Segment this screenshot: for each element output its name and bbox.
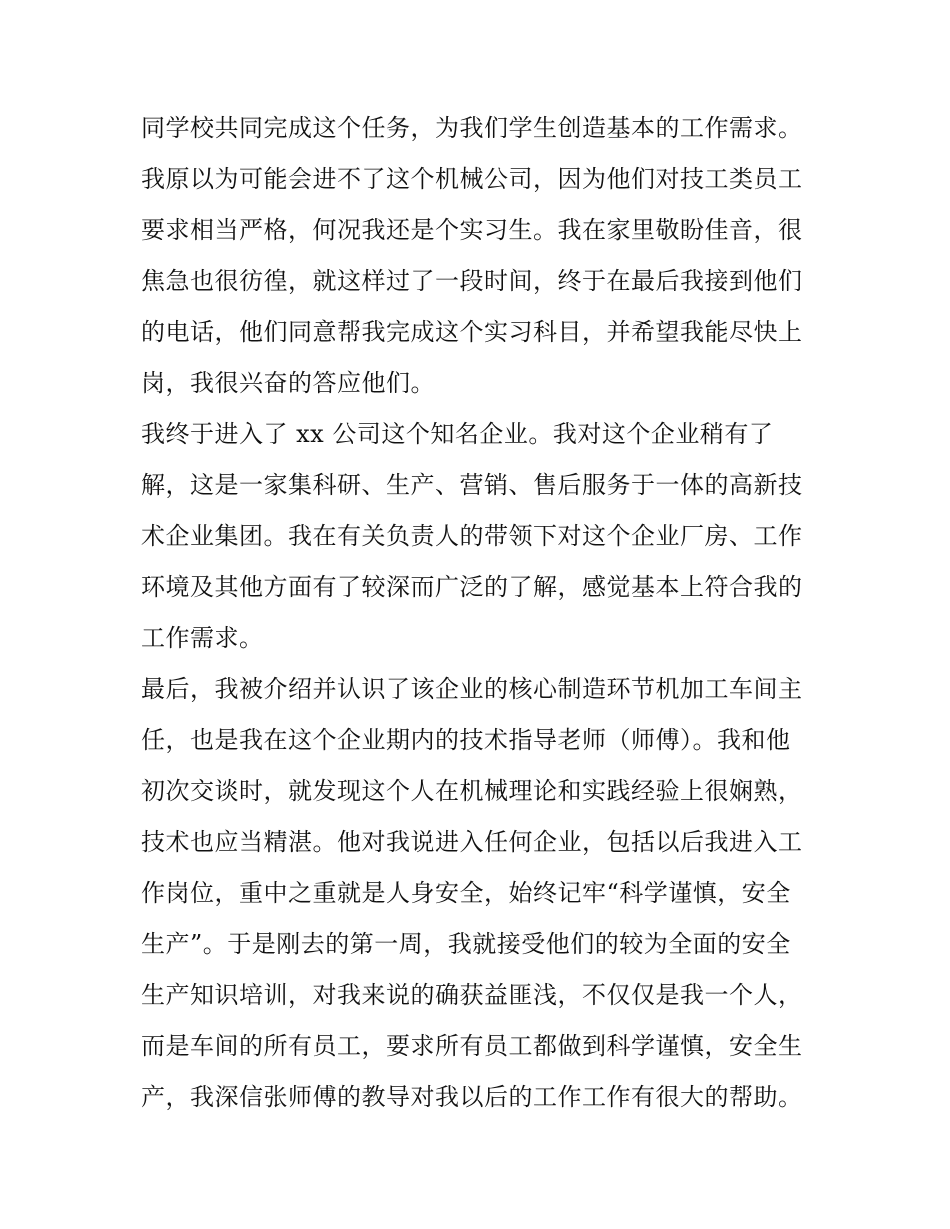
text-line: 而是车间的所有员工，要求所有员工都做到科学谨慎，安全生 xyxy=(141,1032,803,1060)
text-line: 岗，我很兴奋的答应他们。 xyxy=(141,369,435,397)
text-line: 我原以为可能会进不了这个机械公司，因为他们对技工类员工 xyxy=(141,165,803,193)
text-line: 最后，我被介绍并认识了该企业的核心制造环节机加工车间主 xyxy=(141,675,803,703)
text-line: 工作需求。 xyxy=(141,624,264,652)
text-line: 初次交谈时，就发现这个人在机械理论和实践经验上很娴熟， xyxy=(141,777,803,805)
text-line: 我终于进入了 xx 公司这个知名企业。我对这个企业稍有了 xyxy=(141,420,774,448)
text-line: 焦急也很彷徨，就这样过了一段时间，终于在最后我接到他们 xyxy=(141,267,803,295)
text-line: 任，也是我在这个企业期内的技术指导老师（师傅）。我和他 xyxy=(141,726,791,754)
text-line: 生产”。于是刚去的第一周，我就接受他们的较为全面的安全 xyxy=(141,930,791,958)
text-line: 术企业集团。我在有关负责人的带领下对这个企业厂房、工作 xyxy=(141,522,803,550)
text-line: 的电话，他们同意帮我完成这个实习科目，并希望我能尽快上 xyxy=(141,318,803,346)
text-line: 解，这是一家集科研、生产、营销、售后服务于一体的高新技 xyxy=(141,471,803,499)
text-line: 生产知识培训，对我来说的确获益匪浅，不仅仅是我一个人， xyxy=(141,981,803,1009)
text-line: 技术也应当精湛。他对我说进入任何企业，包括以后我进入工 xyxy=(141,828,803,856)
text-line: 要求相当严格，何况我还是个实习生。我在家里敬盼佳音，很 xyxy=(141,216,803,244)
text-line: 作岗位，重中之重就是人身安全，始终记牢“科学谨慎，安全 xyxy=(141,879,791,907)
text-line: 环境及其他方面有了较深而广泛的了解，感觉基本上符合我的 xyxy=(141,573,803,601)
text-line: 同学校共同完成这个任务，为我们学生创造基本的工作需求。 xyxy=(141,114,803,142)
text-line: 产，我深信张师傅的教导对我以后的工作工作有很大的帮助。 xyxy=(141,1083,803,1111)
